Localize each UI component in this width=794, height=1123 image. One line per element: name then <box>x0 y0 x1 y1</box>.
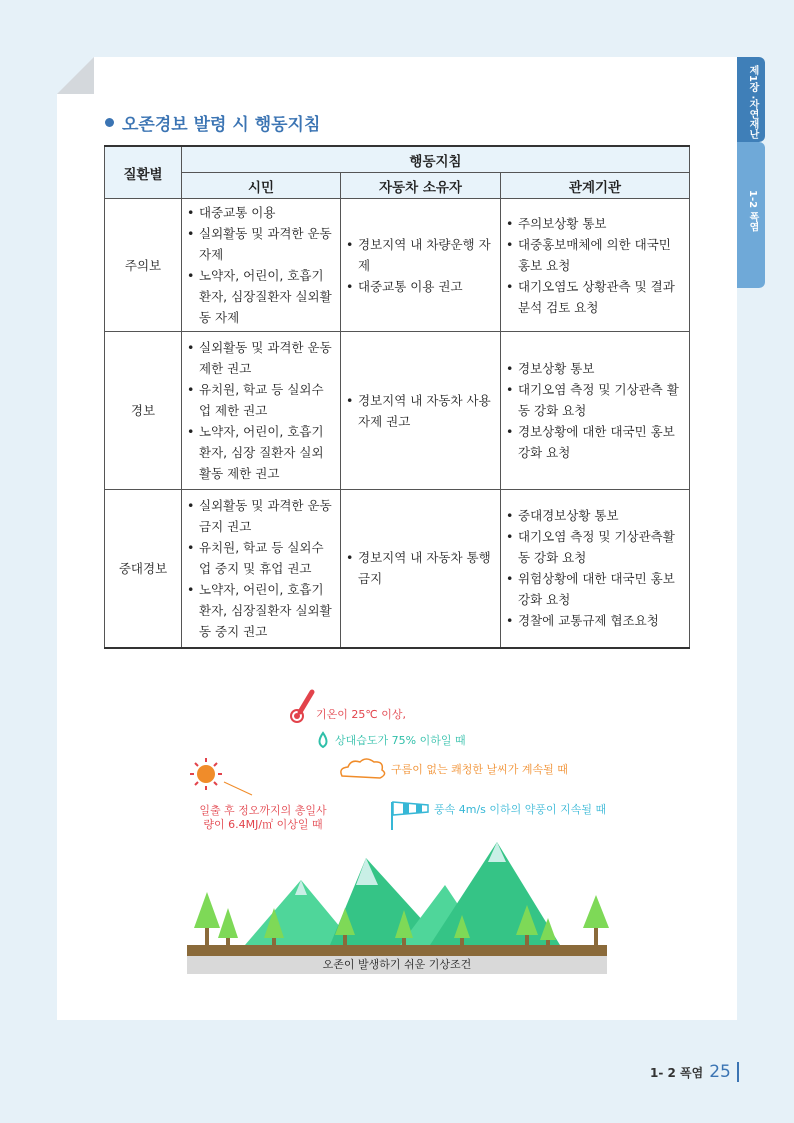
header-guide: 행동지침 <box>182 146 690 173</box>
list-item: • 유치원, 학교 등 실외수업 제한 권고 <box>187 379 335 421</box>
list-item: • 대기오염 측정 및 기상관측활동 강화 요청 <box>506 526 684 568</box>
cloud-icon <box>341 759 385 778</box>
list-item: • 실외활동 및 과격한 운동 금지 권고 <box>187 495 335 537</box>
thermometer-icon <box>291 692 312 722</box>
header-level: 질환별 <box>105 146 182 199</box>
list-item: • 경보상황 통보 <box>506 358 684 379</box>
list-item: • 중대경보상황 통보 <box>506 505 684 526</box>
list-item: • 노약자, 어린이, 호흡기환자, 심장 질환자 실외활동 제한 권고 <box>187 421 335 484</box>
list-item: • 위험상황에 대한 대국민 홍보 강화 요청 <box>506 568 684 610</box>
level-cell: 주의보 <box>105 199 182 332</box>
list-item: • 실외활동 및 과격한 운동 자제 <box>187 223 335 265</box>
header-car: 자동차 소유자 <box>341 173 501 199</box>
level-cell: 중대경보 <box>105 490 182 648</box>
list-item: • 노약자, 어린이, 호흡기환자, 심장질환자 실외활동 자제 <box>187 265 335 328</box>
list-item: • 주의보상황 통보 <box>506 213 684 234</box>
footer-divider <box>737 1062 739 1082</box>
list-item: • 대중홍보매체에 의한 대국민 홍보 요청 <box>506 234 684 276</box>
header-citizen: 시민 <box>182 173 341 199</box>
temp-label: 기온이 25℃ 이상, <box>316 708 406 721</box>
list-item: • 경찰에 교통규제 협조요청 <box>506 610 684 631</box>
water-drop-icon <box>320 733 327 747</box>
list-item: • 대기오염 측정 및 기상관측 활동 강화 요청 <box>506 379 684 421</box>
page-title-text: 오존경보 발령 시 행동지침 <box>122 115 321 135</box>
humidity-label: 상대습도가 75% 이하일 때 <box>335 734 466 747</box>
list-item: • 경보상황에 대한 대국민 홍보 강화 요청 <box>506 421 684 463</box>
footer-section: 1- 2 폭염 <box>650 1065 704 1080</box>
list-item: • 경보지역 내 자동차 사용 자제 권고 <box>346 390 495 432</box>
sun-label: 일출 후 정오까지의 총일사량이 6.4MJ/㎡ 이상일 때 <box>199 804 327 831</box>
list-item: • 대중교통 이용 권고 <box>346 276 495 297</box>
sun-icon <box>190 758 252 795</box>
ground <box>187 945 607 956</box>
list-item: • 경보지역 내 차량운행 자제 <box>346 234 495 276</box>
list-item: • 경보지역 내 자동차 통행 금지 <box>346 547 495 589</box>
cloud-label: 구름이 없는 쾌청한 날씨가 계속될 때 <box>391 763 568 776</box>
illustration-caption: 오존이 발생하기 쉬운 기상조건 <box>187 956 607 974</box>
list-item: • 대중교통 이용 <box>187 202 335 223</box>
wind-label: 풍속 4m/s 이하의 약풍이 지속될 때 <box>434 803 607 816</box>
list-item: • 노약자, 어린이, 호흡기환자, 심장질환자 실외활동 중지 권고 <box>187 579 335 642</box>
list-item: • 대기오염도 상황관측 및 결과 분석 검토 요청 <box>506 276 684 318</box>
page-number: 25 <box>709 1062 731 1082</box>
list-item: • 유치원, 학교 등 실외수업 중지 및 휴업 권고 <box>187 537 335 579</box>
page-footer <box>650 1062 739 1082</box>
windsock-icon <box>392 802 428 830</box>
section-tab-label: 1-2 폭염 <box>747 190 758 232</box>
header-agency: 관계기관 <box>501 173 690 199</box>
chapter-tab-label: 제1장 ·자연재난 <box>747 65 758 140</box>
list-item: • 실외활동 및 과격한 운동 제한 권고 <box>187 337 335 379</box>
level-cell: 경보 <box>105 332 182 490</box>
